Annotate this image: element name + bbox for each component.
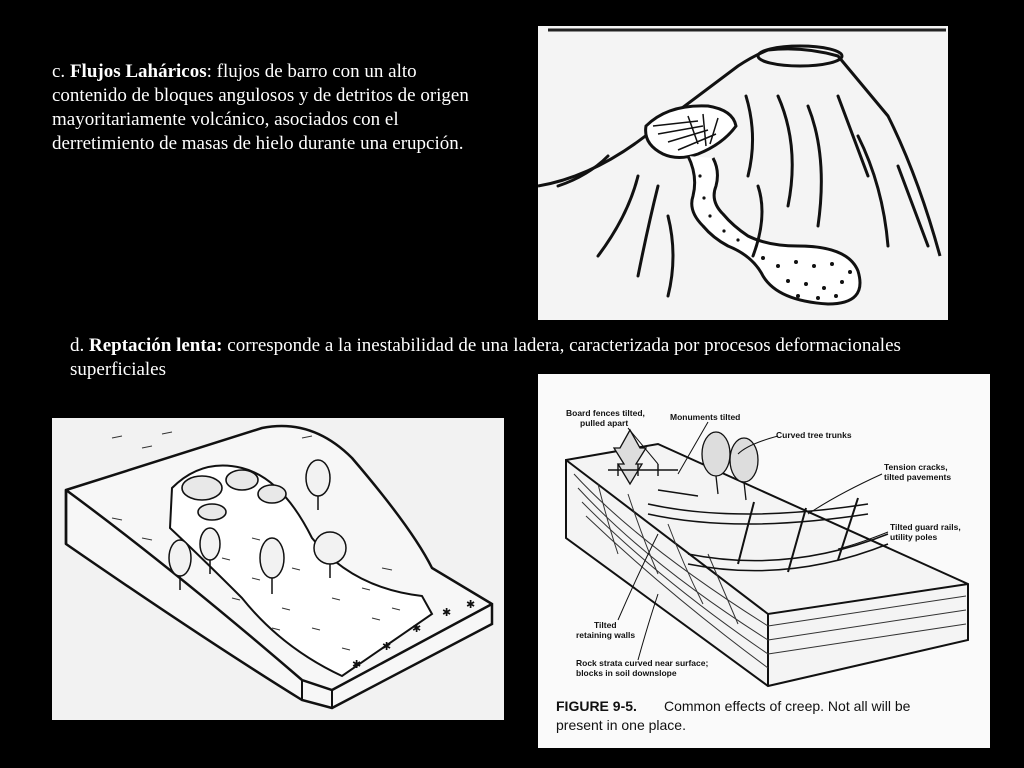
section-c-term: Flujos Laháricos [69, 61, 207, 82]
label-curved-trees: Curved tree trunks [776, 430, 852, 440]
creep-figure [538, 374, 990, 748]
label-board-fences-2: pulled apart [580, 418, 629, 428]
svg-text:✱: ✱ [412, 622, 422, 635]
svg-text:✱: ✱ [442, 606, 452, 619]
figure-caption-line2: present in one place. [556, 717, 686, 733]
slope-block-illustration [52, 418, 504, 720]
label-board-fences-1: Board fences tilted, [566, 408, 645, 418]
section-c-separator: : [206, 61, 212, 82]
section-c-body: flujos de barro con un alto contenido de bloques angulosos y de detritos de origen mayoritariamente volcánico, asociados con el derretimiento de masas de hielo durante una erupción. [52, 61, 469, 154]
figure-number: FIGURE 9-5. [556, 698, 637, 714]
label-strata-2: blocks in soil downslope [576, 668, 677, 678]
label-strata-1: Rock strata curved near surface; [576, 658, 709, 668]
section-d-body: corresponde a la inestabilidad de una ladera, caracterizada por procesos deformacionales superficiales [70, 335, 901, 380]
label-guard-1: Tilted guard rails, [890, 522, 961, 532]
figure-caption-line1: Common effects of creep. Not all will be [664, 698, 911, 714]
lahar-illustration [538, 26, 948, 320]
label-walls-1: Tilted [594, 620, 617, 630]
creep-effects-drawing [538, 374, 990, 748]
svg-text:✱: ✱ [382, 640, 392, 653]
label-monuments: Monuments tilted [670, 412, 741, 422]
svg-text:✱: ✱ [466, 598, 476, 611]
label-tension-1: Tension cracks, [884, 462, 948, 472]
label-walls-2: retaining walls [576, 630, 636, 640]
svg-text:✱: ✱ [352, 658, 362, 671]
section-c-text [52, 60, 472, 156]
section-d-letter: d. [70, 335, 85, 356]
label-tension-2: tilted pavements [884, 472, 952, 482]
slope-block-drawing [52, 418, 504, 720]
lahar-volcano-drawing [538, 26, 948, 320]
section-c-letter: c. [52, 61, 66, 82]
section-d-term: Reptación lenta: [89, 335, 223, 356]
label-guard-2: utility poles [890, 532, 938, 542]
